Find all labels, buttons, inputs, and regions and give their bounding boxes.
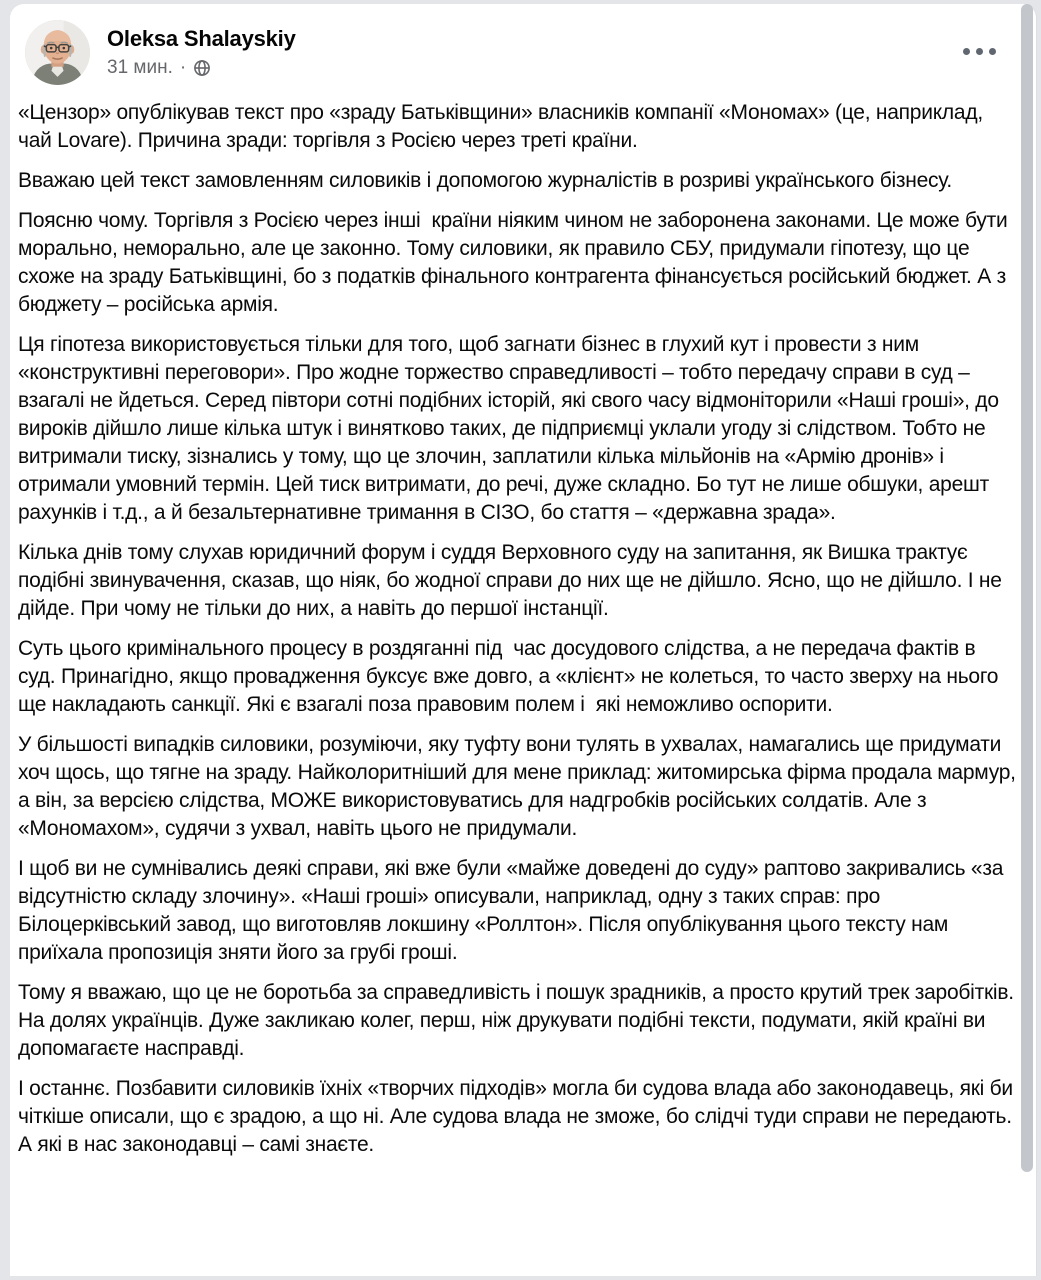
post-paragraph: Кілька днів тому слухав юридичний форум і суддя Верховного суду на запитання, як Вишка трактує подібні звинувачення, сказав, що ніяк, бо жодної справи до них ще не дійшло. Ясно, що не дійшло. І не дійде. При чому не тільки до них, а навіть до першої інстанції. (18, 541, 1008, 620)
author-name[interactable]: Oleksa Shalayskiy (107, 26, 296, 51)
meta-separator: · (179, 57, 187, 78)
post-paragraph: Тому я вважаю, що це не боротьба за справедливість і пошук зрадників, а просто крутий трек заробітків. На долях українців. Дуже закликаю колег, перш, ніж друкувати подібні тексти, подумати, якій країні ви допомагаєте насправді. (18, 981, 1020, 1060)
timestamp: 31 мин. (107, 57, 173, 78)
post-paragraph: Суть цього кримінального процесу в роздяганні під час досудового слідства, а не передача фактів в суд. Принагідно, якщо провадження буксує вже довго, а «клієнт» не колеться, то часто зверху на нього ще накладають санкції. Які є взагалі поза правовим полем і які неможливо оспорити. (18, 637, 1004, 716)
post-paragraph: Ця гіпотеза використовується тільки для того, щоб загнати бізнес в глухий кут і провести з ним «конструктивні переговори». Про жодне торжество справедливості – тобто передачу справи в суд – взагалі не йдеться. Серед півтори сотні подібних історій, які свого часу відмоніторили «Наші гроші», до вироків дійшло лише кілька штук і винятково таких, де підприємці уклали угоду зі слідством. Тобто не витримали тиску, зізнались у тому, що це злочин, заплатили кілька мільйонів на «Армію дронів» і отримали умовний термін. Цей тиск витримати, до речі, дуже складно. Бо тут не лише обшуки, арешт рахунків і т.д., а й безальтернативне тримання в СІЗО, бо стаття – «державна зрада». (18, 333, 1005, 524)
three-dots-icon (963, 48, 996, 55)
post-paragraph: Поясню чому. Торгівля з Росією через інші країни ніяким чином не заборонена законами. Це може бути морально, неморально, але це законно. Тому силовики, як правило СБУ, придумали гіпотезу, що це схоже на зраду Батьківщині, бо з податків фінального контрагента фінансується російський бюджет. А з бюджету – російська армія. (18, 209, 1014, 316)
post-body (10, 91, 1036, 1159)
scrollbar[interactable] (1021, 4, 1033, 1172)
post-paragraph: У більшості випадків силовики, розуміючи, яку туфту вони тулять в ухвалах, намагались ще придумати хоч щось, що тягне на зраду. Найколоритніший для мене приклад: житомирська фірма продала мармур, а він, за версією слідства, МОЖЕ використовуватись для надгробків російських солдатів. Але з «Мономахом», судячи з ухвал, навіть цього не придумали. (18, 733, 1022, 840)
profile-photo-icon (25, 20, 90, 85)
post-header (10, 4, 1036, 91)
more-options-button[interactable] (957, 42, 1002, 61)
post-paragraph: І останнє. Позбавити силовиків їхніх «творчих підходів» могла би судова влада або законодавець, які би чіткіше описали, що є зрадою, а що ні. Але судова влада не зможе, бо слідчі туди справи не передають. А які в нас законодавці – самі знаєте. (18, 1077, 1019, 1156)
post-paragraph: Вважаю цей текст замовленням силовиків і допомогою журналістів в розриві українського бізнесу. (18, 169, 953, 192)
post-paragraph: І щоб ви не сумнівались деякі справи, які вже були «майже доведені до суду» раптово закривались «за відсутністю складу злочину». «Наші гроші» описували, наприклад, одну з таких справ: про Білоцерківський завод, що виготовляв локшину «Роллтон». Після опублікування цього тексту нам приїхала пропозиція зняти його за грубі гроші. (18, 857, 1009, 964)
post-card (10, 4, 1037, 1276)
globe-icon (193, 59, 211, 77)
avatar[interactable] (25, 20, 90, 85)
header-info (107, 26, 296, 79)
post-meta (107, 57, 296, 79)
post-paragraph: «Цензор» опублікував текст про «зраду Батьківщини» власників компанії «Мономах» (це, наприклад, чай Lovare). Причина зради: торгівля з Росією через треті країни. (18, 101, 989, 152)
